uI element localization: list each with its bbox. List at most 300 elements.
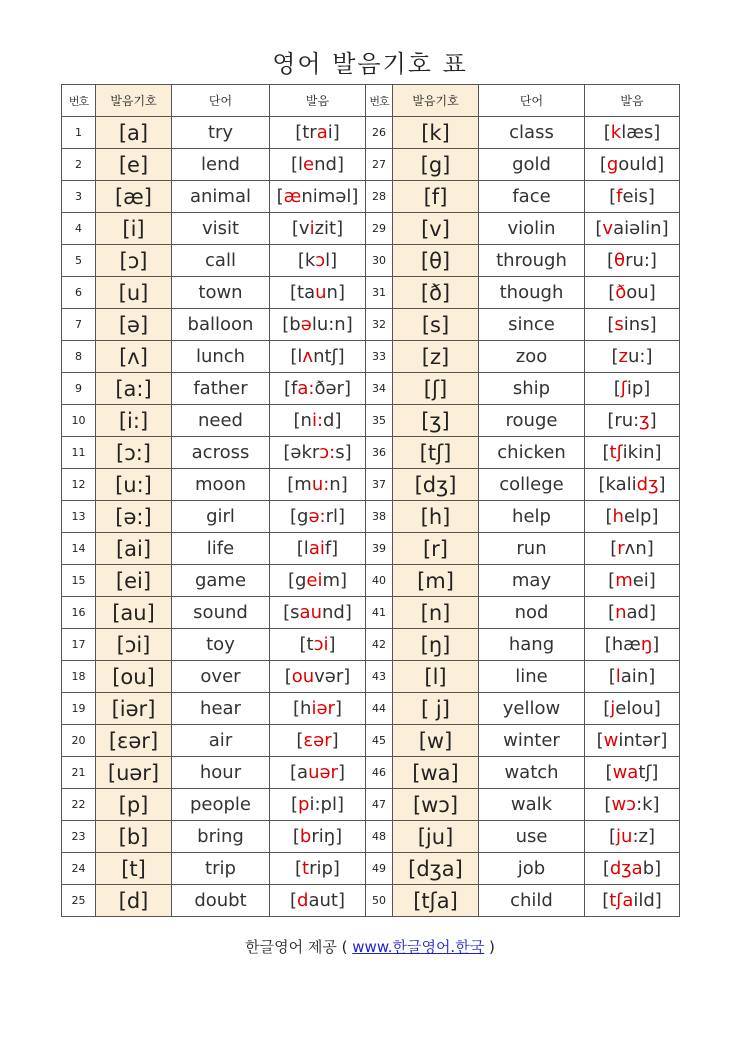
header-symbol: 발음기호	[393, 85, 479, 117]
pronunciation-highlight: ð	[615, 282, 627, 303]
row-number: 17	[62, 629, 96, 661]
row-number: 25	[62, 885, 96, 917]
pronunciation-cell	[270, 373, 366, 405]
pronunciation-text: [n	[293, 410, 312, 431]
table-row	[62, 853, 680, 885]
phonetic-symbol: [ɛər]	[96, 725, 172, 757]
pronunciation-text: [əkr	[283, 442, 320, 463]
row-number: 38	[366, 501, 393, 533]
row-number: 21	[62, 757, 96, 789]
pronunciation-highlight: ə:	[308, 506, 326, 527]
example-word: may	[479, 565, 585, 597]
table-row	[62, 533, 680, 565]
header-word: 단어	[479, 85, 585, 117]
pronunciation-highlight: ŋ	[640, 634, 653, 655]
pronunciation-cell	[270, 245, 366, 277]
pronunciation-text: [	[608, 570, 616, 591]
row-number: 7	[62, 309, 96, 341]
phonetic-symbol-table	[61, 84, 680, 917]
pronunciation-text: [f	[284, 378, 298, 399]
pronunciation-cell	[270, 629, 366, 661]
pronunciation-text: [	[276, 186, 284, 207]
table-row	[62, 821, 680, 853]
pronunciation-text: [	[613, 378, 621, 399]
pronunciation-cell	[270, 469, 366, 501]
pronunciation-highlight: ei	[306, 570, 323, 591]
row-number: 18	[62, 661, 96, 693]
example-word: call	[172, 245, 270, 277]
row-number: 14	[62, 533, 96, 565]
phonetic-symbol: [i:]	[96, 405, 172, 437]
pronunciation-highlight: a	[316, 122, 328, 143]
table-row	[62, 309, 680, 341]
header-symbol: 발음기호	[96, 85, 172, 117]
pronunciation-text: [	[295, 858, 303, 879]
pronunciation-cell	[585, 437, 680, 469]
row-number: 24	[62, 853, 96, 885]
pronunciation-text: [	[284, 666, 292, 687]
pronunciation-text: [	[609, 826, 617, 847]
pronunciation-highlight: k	[610, 122, 622, 143]
pronunciation-text: s]	[335, 442, 352, 463]
phonetic-symbol: [ɔi]	[96, 629, 172, 661]
example-word: people	[172, 789, 270, 821]
pronunciation-highlight: ɔ:	[319, 442, 336, 463]
pronunciation-cell	[270, 437, 366, 469]
example-word: game	[172, 565, 270, 597]
pronunciation-highlight: t	[302, 858, 310, 879]
pronunciation-cell	[585, 533, 680, 565]
pronunciation-highlight: ʃ	[620, 378, 627, 399]
pronunciation-text: rl]	[325, 506, 346, 527]
pronunciation-text: [	[607, 250, 615, 271]
row-number: 47	[366, 789, 393, 821]
header-num: 번호	[62, 85, 96, 117]
example-word: moon	[172, 469, 270, 501]
pronunciation-cell	[585, 213, 680, 245]
pronunciation-text: [	[605, 762, 613, 783]
example-word: chicken	[479, 437, 585, 469]
phonetic-symbol: [θ]	[393, 245, 479, 277]
pronunciation-text: [	[607, 314, 615, 335]
pronunciation-highlight: θ	[614, 250, 626, 271]
footer-link[interactable]: www.한글영어.한국	[352, 938, 485, 956]
pronunciation-text: rip]	[309, 858, 340, 879]
pronunciation-highlight: ə	[300, 314, 312, 335]
pronunciation-text: u:]	[627, 346, 653, 367]
row-number: 50	[366, 885, 393, 917]
pronunciation-text: lu:n]	[311, 314, 353, 335]
phonetic-symbol: [w]	[393, 725, 479, 757]
example-word: lunch	[172, 341, 270, 373]
example-word: watch	[479, 757, 585, 789]
phonetic-symbol: [i]	[96, 213, 172, 245]
pronunciation-cell	[270, 789, 366, 821]
row-number: 44	[366, 693, 393, 725]
pronunciation-highlight: dʒ	[636, 474, 659, 495]
pronunciation-highlight: ɔ	[315, 250, 326, 271]
example-word: line	[479, 661, 585, 693]
pronunciation-text: [	[603, 122, 611, 143]
pronunciation-text: [v	[291, 218, 310, 239]
pronunciation-cell	[585, 789, 680, 821]
header-pronunciation: 발음	[585, 85, 680, 117]
example-word: need	[172, 405, 270, 437]
phonetic-symbol: [f]	[393, 181, 479, 213]
pronunciation-text: [ta	[290, 282, 316, 303]
phonetic-symbol: [uər]	[96, 757, 172, 789]
row-number: 13	[62, 501, 96, 533]
row-number: 5	[62, 245, 96, 277]
row-number: 39	[366, 533, 393, 565]
pronunciation-cell	[585, 277, 680, 309]
pronunciation-highlight: u:	[311, 474, 330, 495]
pronunciation-highlight: d	[297, 890, 309, 911]
table-row	[62, 341, 680, 373]
example-word: class	[479, 117, 585, 149]
table-row	[62, 373, 680, 405]
row-number: 16	[62, 597, 96, 629]
pronunciation-highlight: ʒ	[639, 410, 650, 431]
example-word: sound	[172, 597, 270, 629]
row-number: 11	[62, 437, 96, 469]
pronunciation-text: [g	[289, 506, 309, 527]
pronunciation-cell	[585, 341, 680, 373]
phonetic-symbol: [k]	[393, 117, 479, 149]
table-row	[62, 469, 680, 501]
pronunciation-text: [	[608, 602, 616, 623]
pronunciation-text: ]	[652, 634, 660, 655]
example-word: college	[479, 469, 585, 501]
phonetic-symbol: [d]	[96, 885, 172, 917]
table-row	[62, 757, 680, 789]
example-word: hang	[479, 629, 585, 661]
row-number: 10	[62, 405, 96, 437]
table-row	[62, 181, 680, 213]
pronunciation-text: [b	[282, 314, 301, 335]
table-header-row	[62, 85, 680, 117]
pronunciation-text: d]	[323, 410, 342, 431]
phonetic-symbol: [r]	[393, 533, 479, 565]
example-word: lend	[172, 149, 270, 181]
example-word: child	[479, 885, 585, 917]
pronunciation-cell	[270, 117, 366, 149]
pronunciation-text: i:pl]	[309, 794, 344, 815]
pronunciation-text: ]	[328, 634, 336, 655]
pronunciation-cell	[585, 597, 680, 629]
example-word: across	[172, 437, 270, 469]
pronunciation-cell	[585, 885, 680, 917]
table-row	[62, 789, 680, 821]
pronunciation-cell	[270, 309, 366, 341]
pronunciation-highlight: ɔi	[313, 634, 329, 655]
pronunciation-text: [s	[283, 602, 300, 623]
pronunciation-cell	[270, 885, 366, 917]
phonetic-symbol: [s]	[393, 309, 479, 341]
pronunciation-highlight: uər	[308, 762, 338, 783]
row-number: 40	[366, 565, 393, 597]
row-number: 12	[62, 469, 96, 501]
example-word: nod	[479, 597, 585, 629]
pronunciation-text: ould]	[618, 154, 665, 175]
pronunciation-text: zit]	[314, 218, 344, 239]
pronunciation-text: ru:]	[625, 250, 657, 271]
row-number: 30	[366, 245, 393, 277]
pronunciation-cell	[585, 373, 680, 405]
pronunciation-highlight: s	[614, 314, 624, 335]
pronunciation-highlight: iər	[311, 698, 335, 719]
pronunciation-cell	[585, 149, 680, 181]
phonetic-symbol: [iər]	[96, 693, 172, 725]
pronunciation-highlight: w	[603, 730, 619, 751]
pronunciation-highlight: b	[299, 826, 312, 847]
pronunciation-cell	[585, 661, 680, 693]
footer-credit	[0, 936, 740, 957]
pronunciation-text: ]	[331, 730, 339, 751]
phonetic-symbol: [u]	[96, 277, 172, 309]
phonetic-symbol: [ju]	[393, 821, 479, 853]
example-word: though	[479, 277, 585, 309]
row-number: 20	[62, 725, 96, 757]
example-word: yellow	[479, 693, 585, 725]
example-word: over	[172, 661, 270, 693]
row-number: 46	[366, 757, 393, 789]
pronunciation-highlight: ju	[616, 826, 633, 847]
pronunciation-cell	[585, 245, 680, 277]
pronunciation-text: ntʃ]	[313, 346, 345, 367]
row-number: 23	[62, 821, 96, 853]
pronunciation-text: [	[596, 730, 604, 751]
pronunciation-cell	[270, 533, 366, 565]
table-row	[62, 501, 680, 533]
pronunciation-text: i]	[327, 122, 340, 143]
pronunciation-text: [	[608, 666, 616, 687]
pronunciation-highlight: u	[315, 282, 327, 303]
pronunciation-text: [	[599, 154, 607, 175]
row-number: 35	[366, 405, 393, 437]
row-number: 48	[366, 821, 393, 853]
pronunciation-cell	[270, 181, 366, 213]
pronunciation-text: elou]	[615, 698, 661, 719]
table-row	[62, 437, 680, 469]
pronunciation-cell	[270, 597, 366, 629]
pronunciation-text: [	[602, 890, 610, 911]
pronunciation-text: ou]	[626, 282, 656, 303]
row-number: 37	[366, 469, 393, 501]
pronunciation-text: ]	[337, 762, 345, 783]
row-number: 22	[62, 789, 96, 821]
pronunciation-text: [	[290, 890, 298, 911]
pronunciation-text: nd]	[314, 154, 344, 175]
pronunciation-highlight: p	[298, 794, 310, 815]
pronunciation-text: [hæ	[604, 634, 641, 655]
pronunciation-cell	[585, 117, 680, 149]
phonetic-symbol: [ou]	[96, 661, 172, 693]
phonetic-symbol: [t]	[96, 853, 172, 885]
example-word: visit	[172, 213, 270, 245]
pronunciation-text: [tr	[295, 122, 317, 143]
pronunciation-text: [	[595, 218, 603, 239]
row-number: 15	[62, 565, 96, 597]
pronunciation-text: intər]	[618, 730, 668, 751]
pronunciation-text: [	[608, 282, 616, 303]
pronunciation-text: [	[610, 538, 618, 559]
example-word: face	[479, 181, 585, 213]
pronunciation-text: [l	[291, 154, 304, 175]
pronunciation-text: riŋ]	[311, 826, 343, 847]
row-number: 3	[62, 181, 96, 213]
pronunciation-text: [	[602, 442, 610, 463]
pronunciation-text: ikin]	[622, 442, 662, 463]
pronunciation-highlight: j	[610, 698, 616, 719]
table-row	[62, 405, 680, 437]
pronunciation-text: ðər]	[314, 378, 351, 399]
pronunciation-text: ild]	[633, 890, 662, 911]
pronunciation-text: n]	[326, 282, 345, 303]
pronunciation-highlight: tʃa	[609, 890, 634, 911]
pronunciation-text: [t	[299, 634, 314, 655]
pronunciation-text: :z]	[632, 826, 655, 847]
phonetic-symbol: [au]	[96, 597, 172, 629]
pronunciation-cell	[585, 181, 680, 213]
pronunciation-text: [	[605, 506, 613, 527]
pronunciation-cell	[270, 277, 366, 309]
table-row	[62, 661, 680, 693]
phonetic-symbol: [wa]	[393, 757, 479, 789]
example-word: girl	[172, 501, 270, 533]
example-word: father	[172, 373, 270, 405]
example-word: town	[172, 277, 270, 309]
example-word: animal	[172, 181, 270, 213]
phonetic-symbol: [u:]	[96, 469, 172, 501]
pronunciation-text: [	[611, 346, 619, 367]
row-number: 9	[62, 373, 96, 405]
pronunciation-highlight: ɛər	[303, 730, 332, 751]
phonetic-symbol: [ð]	[393, 277, 479, 309]
pronunciation-cell	[585, 309, 680, 341]
phonetic-symbol: [ʒ]	[393, 405, 479, 437]
pronunciation-text: [l	[290, 346, 303, 367]
pronunciation-highlight: m	[615, 570, 633, 591]
table-body	[62, 117, 680, 917]
pronunciation-highlight: wɔ	[611, 794, 637, 815]
pronunciation-cell	[270, 661, 366, 693]
pronunciation-highlight: a:	[297, 378, 315, 399]
row-number: 45	[366, 725, 393, 757]
phonetic-symbol: [h]	[393, 501, 479, 533]
phonetic-symbol: [p]	[96, 789, 172, 821]
table-row	[62, 277, 680, 309]
table-row	[62, 117, 680, 149]
phonetic-symbol: [tʃa]	[393, 885, 479, 917]
phonetic-symbol: [l]	[393, 661, 479, 693]
pronunciation-text: [	[291, 794, 299, 815]
pronunciation-highlight: ou	[291, 666, 315, 687]
pronunciation-text: læs]	[621, 122, 661, 143]
pronunciation-text: l]	[325, 250, 338, 271]
pronunciation-highlight: l	[615, 666, 621, 687]
table-row	[62, 149, 680, 181]
phonetic-symbol: [ei]	[96, 565, 172, 597]
phonetic-symbol: [ʃ]	[393, 373, 479, 405]
row-number: 4	[62, 213, 96, 245]
example-word: ship	[479, 373, 585, 405]
pronunciation-highlight: au	[299, 602, 322, 623]
header-num: 번호	[366, 85, 393, 117]
pronunciation-cell	[585, 405, 680, 437]
phonetic-symbol: [b]	[96, 821, 172, 853]
phonetic-symbol: [æ]	[96, 181, 172, 213]
pronunciation-text: ]	[334, 698, 342, 719]
example-word: use	[479, 821, 585, 853]
row-number: 36	[366, 437, 393, 469]
pronunciation-text: ip]	[626, 378, 651, 399]
phonetic-symbol: [ j]	[393, 693, 479, 725]
pronunciation-cell	[585, 821, 680, 853]
phonetic-symbol: [g]	[393, 149, 479, 181]
footer-suffix: )	[484, 938, 495, 956]
phonetic-symbol: [ɔ]	[96, 245, 172, 277]
pronunciation-highlight: z	[618, 346, 628, 367]
pronunciation-highlight: n	[615, 602, 627, 623]
pronunciation-cell	[585, 693, 680, 725]
row-number: 34	[366, 373, 393, 405]
row-number: 8	[62, 341, 96, 373]
example-word: try	[172, 117, 270, 149]
footer-prefix: 한글영어 제공 (	[245, 938, 353, 956]
phonetic-symbol: [ŋ]	[393, 629, 479, 661]
pronunciation-text: [k	[297, 250, 316, 271]
pronunciation-text: eis]	[622, 186, 655, 207]
pronunciation-text: [g	[287, 570, 307, 591]
table-row	[62, 725, 680, 757]
pronunciation-text: elp]	[623, 506, 659, 527]
row-number: 43	[366, 661, 393, 693]
header-pronunciation: 발음	[270, 85, 366, 117]
phonetic-symbol: [dʒ]	[393, 469, 479, 501]
row-number: 32	[366, 309, 393, 341]
pronunciation-text: [ru:	[607, 410, 640, 431]
row-number: 31	[366, 277, 393, 309]
example-word: toy	[172, 629, 270, 661]
table-row	[62, 597, 680, 629]
phonetic-symbol: [ə:]	[96, 501, 172, 533]
header-word: 단어	[172, 85, 270, 117]
pronunciation-cell	[270, 821, 366, 853]
pronunciation-highlight: i:	[311, 410, 324, 431]
pronunciation-text: :k]	[636, 794, 660, 815]
pronunciation-text: [a	[290, 762, 309, 783]
phonetic-symbol: [m]	[393, 565, 479, 597]
pronunciation-highlight: ʌ	[302, 346, 314, 367]
pronunciation-text: [	[604, 794, 612, 815]
row-number: 33	[366, 341, 393, 373]
pronunciation-highlight: r	[617, 538, 625, 559]
example-word: help	[479, 501, 585, 533]
pronunciation-cell	[585, 725, 680, 757]
pronunciation-text: tʃ]	[638, 762, 659, 783]
phonetic-symbol: [wɔ]	[393, 789, 479, 821]
example-word: walk	[479, 789, 585, 821]
example-word: since	[479, 309, 585, 341]
row-number: 19	[62, 693, 96, 725]
pronunciation-text: ad]	[626, 602, 656, 623]
phonetic-symbol: [v]	[393, 213, 479, 245]
row-number: 27	[366, 149, 393, 181]
pronunciation-cell	[585, 853, 680, 885]
pronunciation-text: f]	[324, 538, 339, 559]
table-row	[62, 213, 680, 245]
